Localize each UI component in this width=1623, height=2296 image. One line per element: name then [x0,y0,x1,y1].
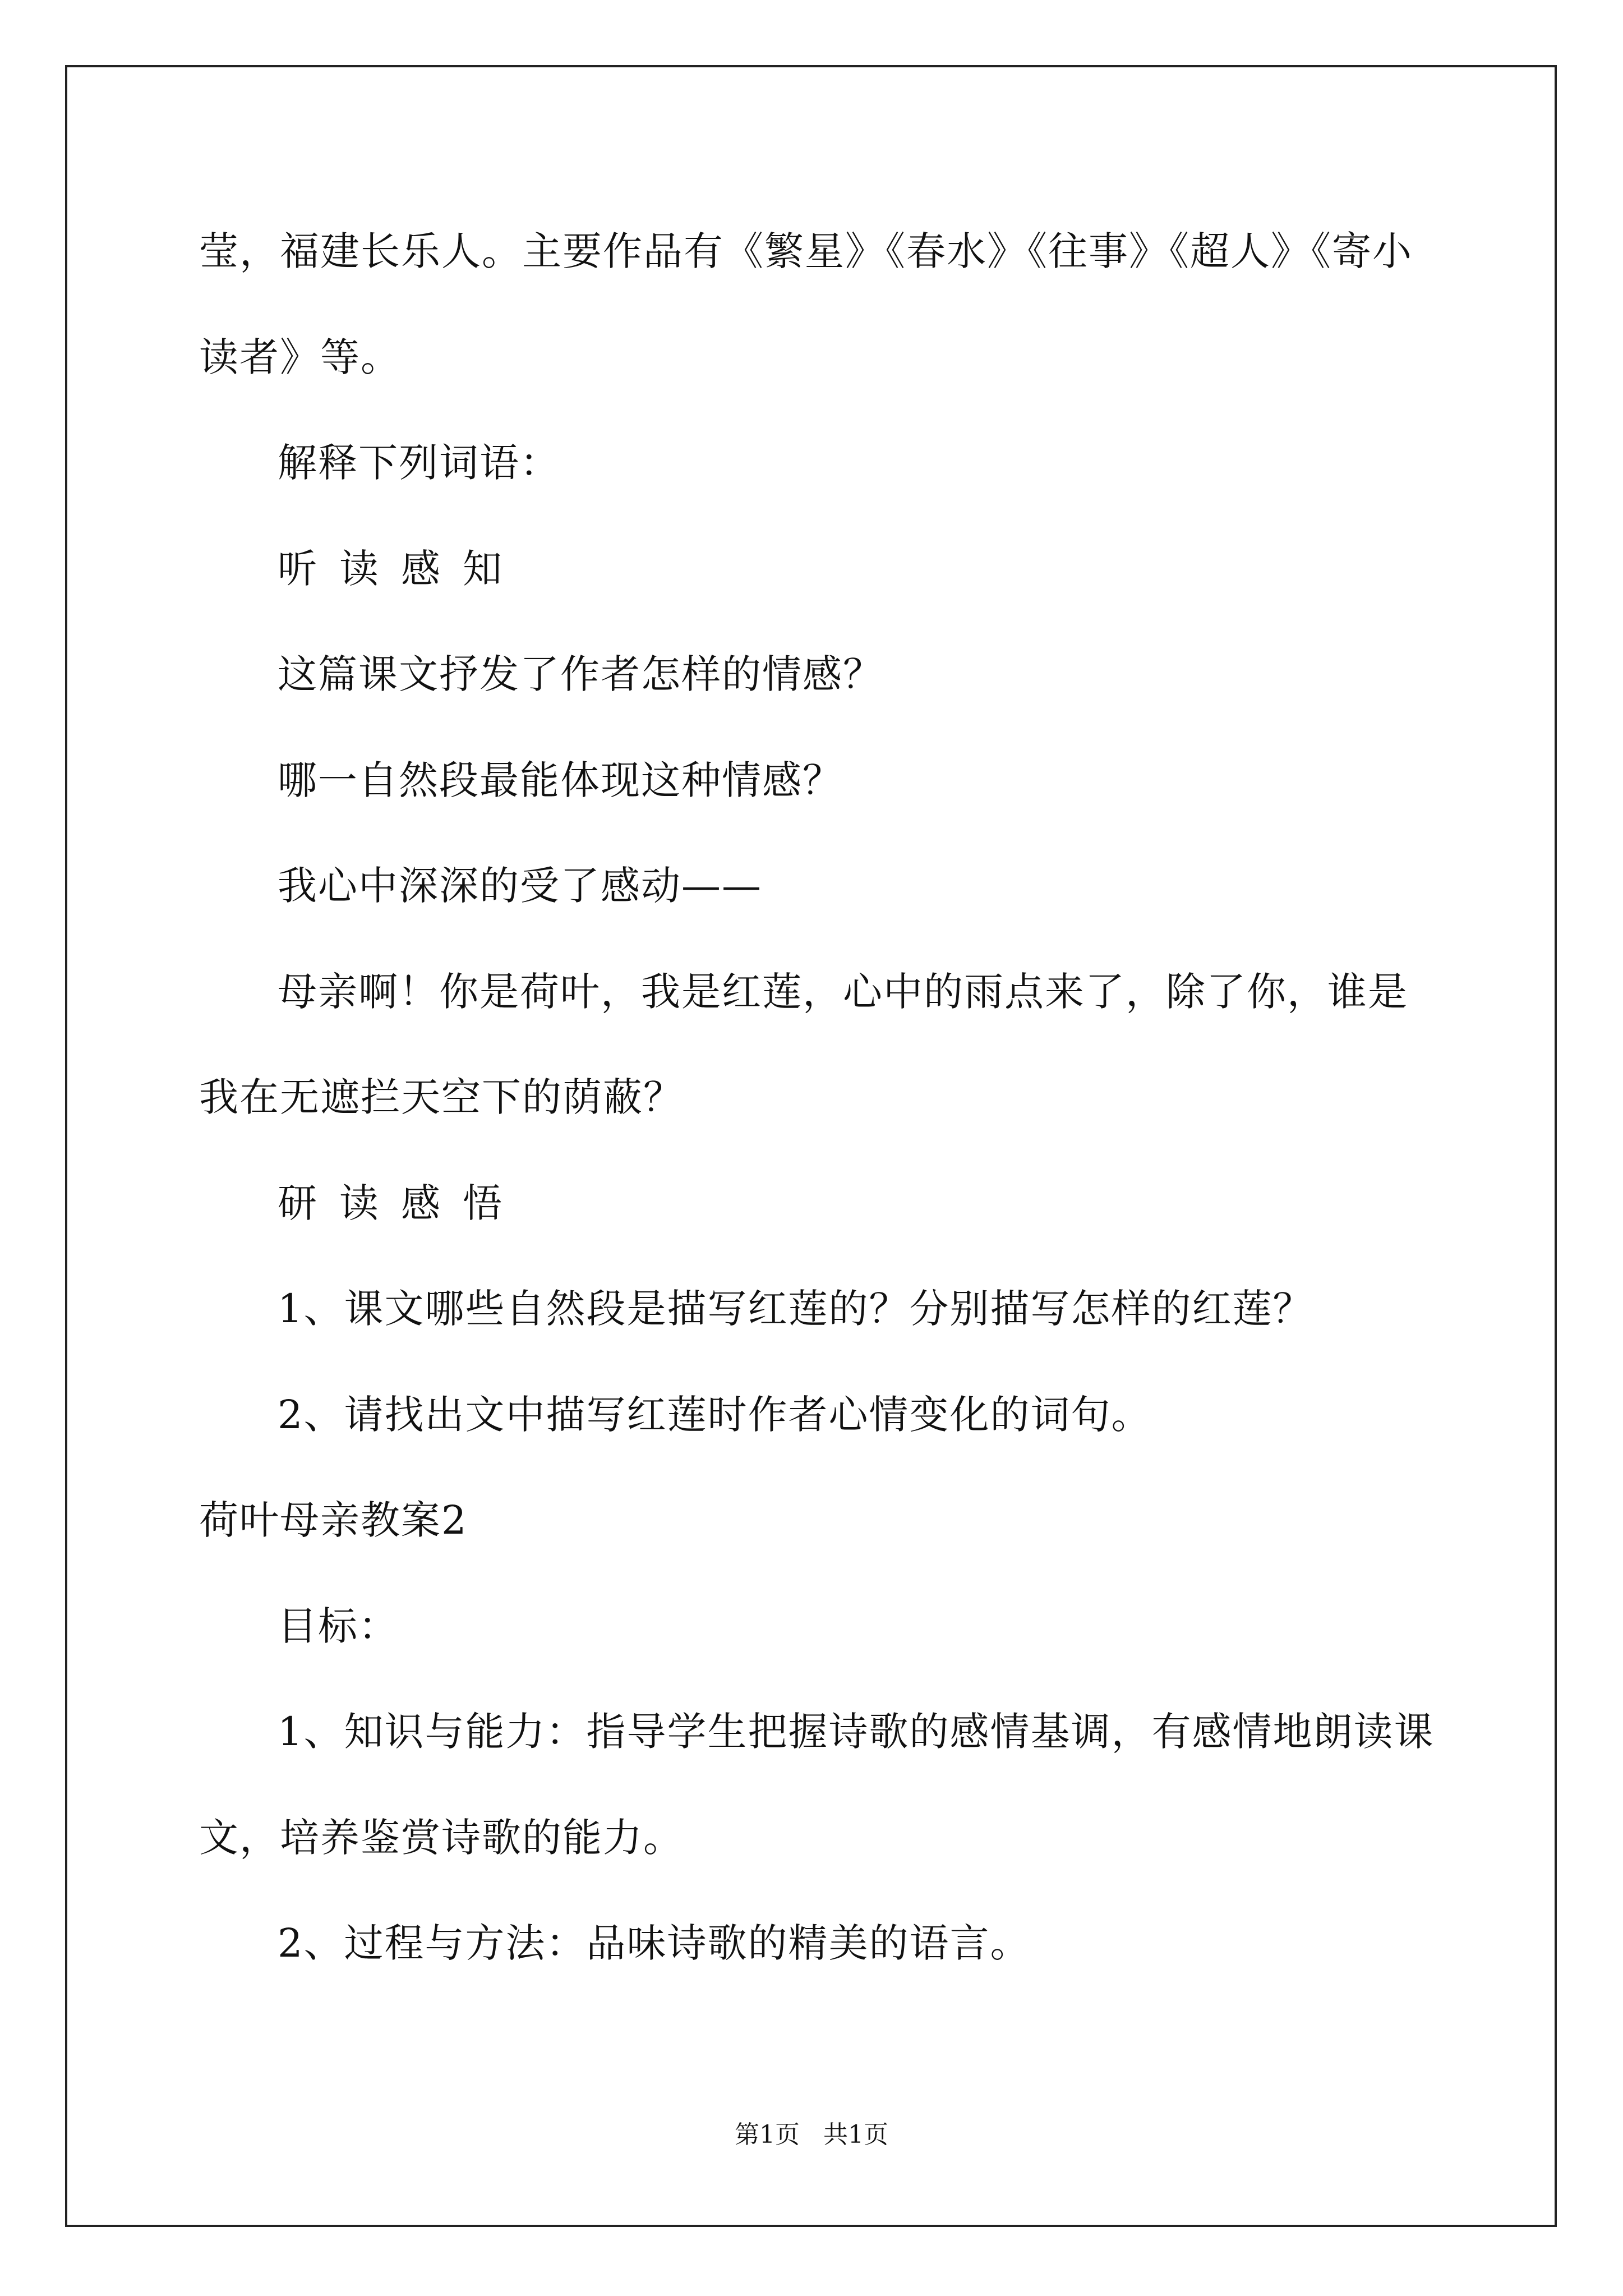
paragraph-line: 文，培养鉴赏诗歌的能力。 [199,1815,684,1861]
paragraph-line: 2、请找出文中描写红莲时作者心情变化的词句。 [278,1392,1152,1438]
paragraph-line: 读者》等。 [199,334,401,380]
page-border [65,65,1557,2227]
paragraph-line: 莹，福建长乐人。主要作品有《繁星》《春水》《往事》《超人》《寄小 [199,228,1413,274]
paragraph-line: 2、过程与方法：品味诗歌的精美的语言。 [278,1920,1031,1966]
page-footer: 第1页 共1页 [735,2120,888,2149]
paragraph-line: 我心中深深的受了感动—— [278,863,762,909]
section-heading-listen: 听读感知 [278,546,524,592]
paragraph-line: 哪一自然段最能体现这种情感？ [278,757,843,803]
paragraph-line: 这篇课文抒发了作者怎样的情感？ [278,651,883,697]
section-heading-study: 研读感悟 [278,1180,524,1226]
paragraph-line: 解释下列词语： [278,440,560,486]
paragraph-line: 母亲啊！你是荷叶，我是红莲，心中的雨点来了，除了你，谁是 [278,969,1408,1015]
paragraph-line: 目标： [278,1603,399,1649]
document-section-title: 荷叶母亲教案2 [199,1497,468,1543]
paragraph-line: 1、知识与能力：指导学生把握诗歌的感情基调，有感情地朗读课 [278,1709,1435,1755]
paragraph-line: 我在无遮拦天空下的荫蔽？ [199,1074,684,1120]
paragraph-line: 1、课文哪些自然段是描写红莲的？分别描写怎样的红莲？ [278,1286,1313,1332]
